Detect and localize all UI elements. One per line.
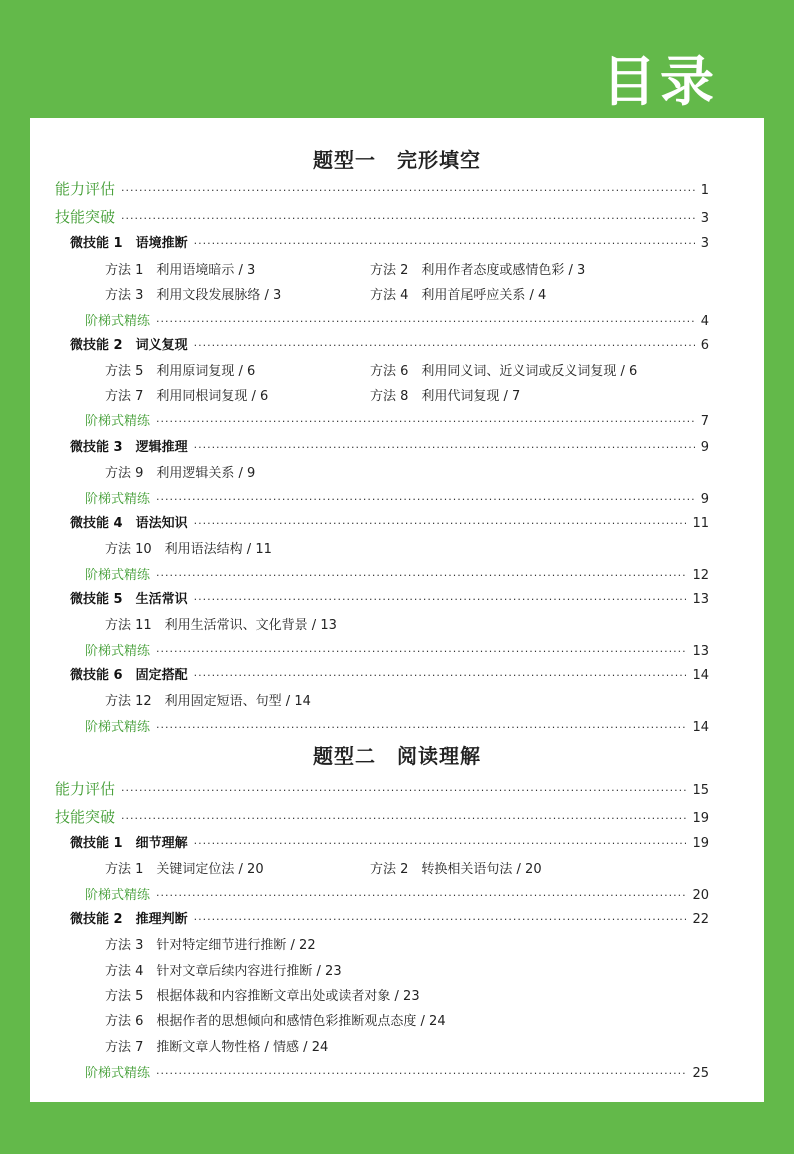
entry-page: 11 (692, 516, 709, 531)
toc-method[interactable]: 方法 2 转换相关语句法 / 20 (370, 862, 542, 877)
toc-entry-micro-2-1[interactable] (70, 832, 709, 851)
entry-page: 19 (692, 811, 709, 826)
leader-dots (121, 812, 686, 825)
leader-dots (121, 212, 695, 225)
entry-label: 阶梯式精练 (85, 414, 151, 429)
section-title-1: 题型一 完形填空 (313, 148, 481, 172)
leader-dots (194, 913, 687, 926)
toc-entry-micro-1-5[interactable] (70, 588, 709, 607)
toc-method[interactable]: 方法 6 根据作者的思想倾向和感情色彩推断观点态度 / 24 (105, 1014, 446, 1029)
leader-dots (156, 1067, 686, 1080)
toc-method[interactable]: 方法 8 利用代词复现 / 7 (370, 389, 521, 404)
toc-entry-ability-2[interactable] (55, 778, 709, 799)
toc-method[interactable]: 方法 4 针对文章后续内容进行推断 / 23 (105, 964, 342, 979)
toc-entry-practice[interactable] (85, 640, 709, 659)
leader-dots (156, 569, 686, 582)
entry-page: 12 (692, 568, 709, 583)
toc-entry-practice[interactable] (85, 1062, 709, 1081)
entry-label: 阶梯式精练 (85, 568, 151, 583)
leader-dots (156, 645, 686, 658)
toc-method[interactable]: 方法 1 利用语境暗示 / 3 (105, 263, 256, 278)
entry-label: 阶梯式精练 (85, 644, 151, 659)
toc-entry-ability-1[interactable] (55, 178, 709, 199)
entry-label: 微技能 2 词义复现 (70, 338, 188, 353)
entry-page: 7 (700, 414, 709, 429)
toc-method[interactable]: 方法 7 推断文章人物性格 / 情感 / 24 (105, 1040, 329, 1055)
toc-method[interactable]: 方法 3 利用文段发展脉络 / 3 (105, 288, 282, 303)
toc-entry-skill-2[interactable] (55, 806, 709, 827)
toc-method[interactable]: 方法 7 利用同根词复现 / 6 (105, 389, 269, 404)
entry-label: 微技能 1 细节理解 (70, 836, 188, 851)
entry-page: 14 (692, 720, 709, 735)
entry-page: 15 (692, 783, 709, 798)
entry-label: 阶梯式精练 (85, 1066, 151, 1081)
entry-page: 13 (692, 644, 709, 659)
entry-label: 微技能 4 语法知识 (70, 516, 188, 531)
toc-entry-micro-1-4[interactable] (70, 512, 709, 531)
leader-dots (194, 441, 695, 454)
leader-dots (156, 889, 686, 902)
entry-label: 阶梯式精练 (85, 314, 151, 329)
leader-dots (121, 184, 695, 197)
toc-entry-micro-1-6[interactable] (70, 664, 709, 683)
toc-method[interactable]: 方法 5 根据体裁和内容推断文章出处或读者对象 / 23 (105, 989, 420, 1004)
entry-label: 微技能 6 固定搭配 (70, 668, 188, 683)
entry-label: 技能突破 (55, 808, 116, 826)
entry-label: 微技能 2 推理判断 (70, 912, 188, 927)
entry-label: 能力评估 (55, 780, 116, 798)
toc-entry-practice[interactable] (85, 716, 709, 735)
entry-page: 3 (700, 211, 709, 226)
leader-dots (121, 784, 686, 797)
toc-method[interactable]: 方法 2 利用作者态度或感情色彩 / 3 (370, 263, 586, 278)
entry-label: 能力评估 (55, 180, 116, 198)
entry-label: 微技能 1 语境推断 (70, 236, 188, 251)
leader-dots (156, 315, 695, 328)
entry-label: 技能突破 (55, 208, 116, 226)
toc-method[interactable]: 方法 10 利用语法结构 / 11 (105, 542, 272, 557)
leader-dots (194, 339, 695, 352)
entry-page: 25 (692, 1066, 709, 1081)
entry-label: 阶梯式精练 (85, 492, 151, 507)
toc-entry-micro-1-3[interactable] (70, 436, 709, 455)
section-title-2: 题型二 阅读理解 (313, 744, 481, 768)
toc-method[interactable]: 方法 12 利用固定短语、句型 / 14 (105, 694, 311, 709)
entry-page: 1 (700, 183, 709, 198)
toc-method[interactable]: 方法 11 利用生活常识、文化背景 / 13 (105, 618, 337, 633)
toc-entry-practice[interactable] (85, 488, 709, 507)
toc-method[interactable]: 方法 6 利用同义词、近义词或反义词复现 / 6 (370, 364, 638, 379)
toc-entry-micro-2-2[interactable] (70, 908, 709, 927)
entry-page: 6 (700, 338, 709, 353)
entry-page: 9 (700, 440, 709, 455)
toc-entry-practice[interactable] (85, 410, 709, 429)
leader-dots (194, 837, 687, 850)
leader-dots (156, 721, 686, 734)
toc-entry-practice[interactable] (85, 564, 709, 583)
entry-page: 20 (692, 888, 709, 903)
entry-page: 22 (692, 912, 709, 927)
entry-page: 4 (700, 314, 709, 329)
leader-dots (194, 517, 687, 530)
entry-page: 13 (692, 592, 709, 607)
toc-method[interactable]: 方法 5 利用原词复现 / 6 (105, 364, 256, 379)
entry-page: 14 (692, 668, 709, 683)
toc-method[interactable]: 方法 3 针对特定细节进行推断 / 22 (105, 938, 316, 953)
toc-entry-practice[interactable] (85, 310, 709, 329)
entry-page: 3 (700, 236, 709, 251)
toc-entry-micro-1-2[interactable] (70, 334, 709, 353)
toc-entry-micro-1-1[interactable] (70, 232, 709, 251)
leader-dots (194, 237, 695, 250)
entry-label: 微技能 3 逻辑推理 (70, 440, 188, 455)
toc-method[interactable]: 方法 9 利用逻辑关系 / 9 (105, 466, 256, 481)
entry-page: 19 (692, 836, 709, 851)
toc-sheet (30, 118, 764, 1102)
leader-dots (194, 669, 687, 682)
toc-entry-practice[interactable] (85, 884, 709, 903)
toc-method[interactable]: 方法 4 利用首尾呼应关系 / 4 (370, 288, 547, 303)
entry-page: 9 (700, 492, 709, 507)
toc-method[interactable]: 方法 1 关键词定位法 / 20 (105, 862, 264, 877)
entry-label: 微技能 5 生活常识 (70, 592, 188, 607)
toc-entry-skill-1[interactable] (55, 206, 709, 227)
entry-label: 阶梯式精练 (85, 720, 151, 735)
leader-dots (194, 593, 687, 606)
page-title: 目录 (602, 50, 718, 113)
leader-dots (156, 415, 695, 428)
entry-label: 阶梯式精练 (85, 888, 151, 903)
leader-dots (156, 493, 695, 506)
